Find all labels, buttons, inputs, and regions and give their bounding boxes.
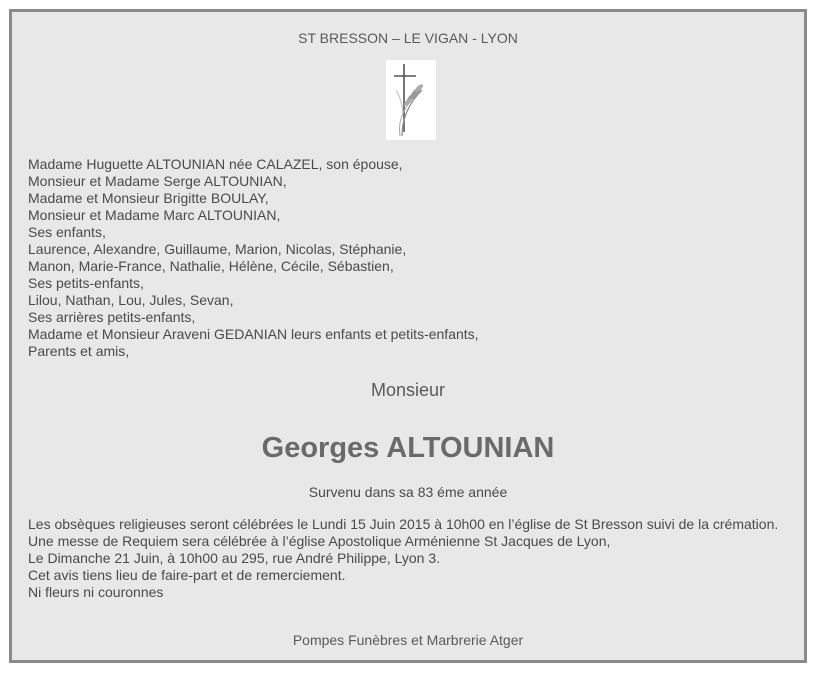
family-list (28, 156, 479, 360)
family-line: Laurence, Alexandre, Guillaume, Marion, Nicolas, Stéphanie, (28, 241, 407, 257)
age-line: Survenu dans sa 83 éme année (308, 484, 508, 500)
detail-line: Une messe de Requiem sera célébrée à l’église Apostolique Arménienne St Jacques de Lyon, (28, 533, 611, 549)
service-details (28, 516, 788, 601)
family-line: Manon, Marie-France, Nathalie, Hélène, Cécile, Sébastien, (28, 258, 394, 274)
funeral-home: Pompes Funèbres et Marbrerie Atger (292, 632, 524, 648)
family-line: Ses petits-enfants, (28, 275, 144, 291)
detail-line: Le Dimanche 21 Juin, à 10h00 au 295, rue André Philippe, Lyon 3. (28, 550, 440, 566)
deceased-name: Georges ALTOUNIAN (261, 432, 555, 464)
detail-line: Cet avis tiens lieu de faire-part et de remerciement. (28, 567, 346, 583)
header-locations: ST BRESSON – LE VIGAN - LYON (298, 30, 518, 46)
family-line: Lilou, Nathan, Lou, Jules, Sevan, (28, 292, 234, 308)
family-line: Monsieur et Madame Marc ALTOUNIAN, (28, 207, 281, 223)
family-line: Madame Huguette ALTOUNIAN née CALAZEL, son épouse, (28, 156, 403, 172)
detail-line: Les obsèques religieuses seront célébrées le Lundi 15 Juin 2015 à 10h00 en l’église de St Bresson suivi de la crémation. (28, 516, 779, 532)
family-line: Madame et Monsieur Brigitte BOULAY, (28, 190, 269, 206)
cross-with-wheat-icon (386, 60, 436, 140)
family-line: Madame et Monsieur Araveni GEDANIAN leurs enfants et petits-enfants, (28, 326, 479, 342)
obituary-card (9, 9, 807, 663)
detail-line: Ni fleurs ni couronnes (28, 584, 164, 600)
family-line: Parents et amis, (28, 343, 130, 359)
family-line: Ses enfants, (28, 224, 106, 240)
family-line: Monsieur et Madame Serge ALTOUNIAN, (28, 173, 287, 189)
honorific: Monsieur (370, 380, 446, 400)
family-line: Ses arrières petits-enfants, (28, 309, 196, 325)
